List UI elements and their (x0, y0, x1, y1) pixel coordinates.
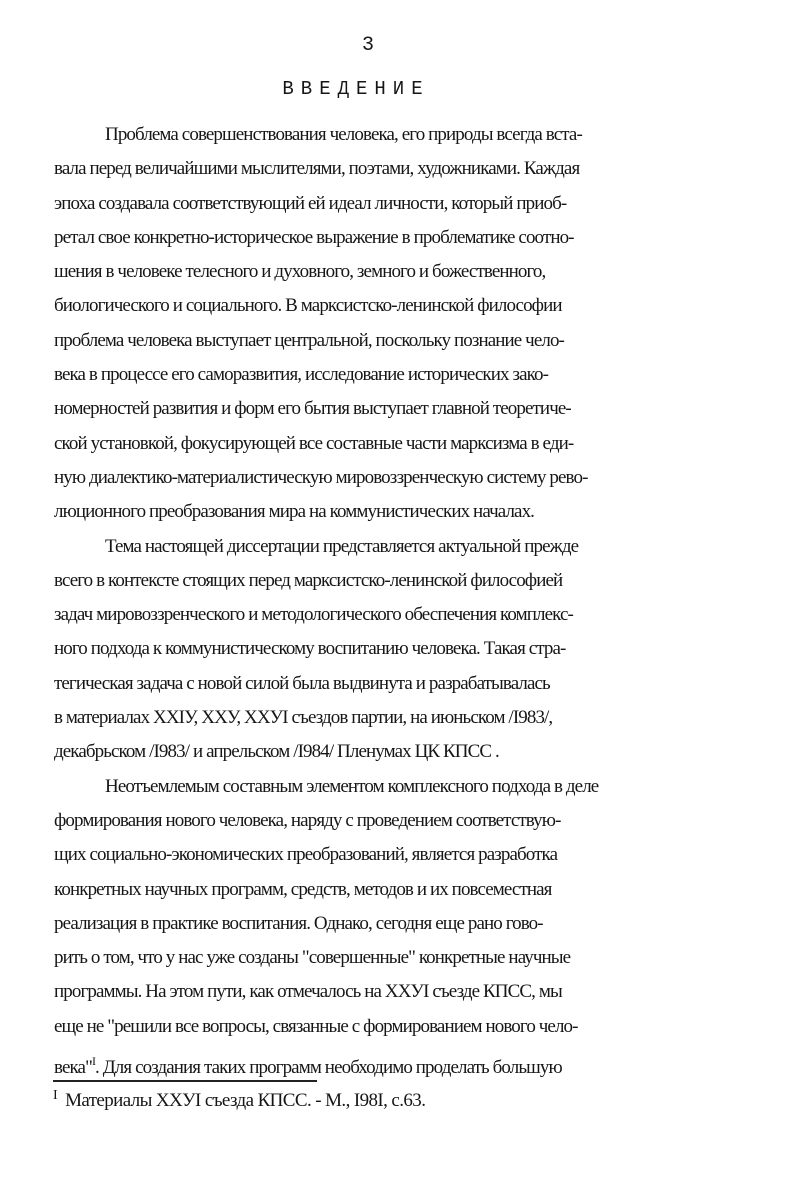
text-line: биологического и социального. В марксистско-ленинской философии (54, 295, 562, 317)
text-fragment: века" (54, 1057, 92, 1079)
body-text (54, 118, 754, 1078)
footnote-reference[interactable]: I (91, 1054, 96, 1069)
text-line: реализация в практике воспитания. Однако, сегодня еще рано гово- (54, 912, 543, 934)
text-fragment: . Для создания таких программ необходимо проделать большую (95, 1057, 562, 1079)
text-line: номерностей развития и форм его бытия выступает главной теоретиче- (54, 398, 571, 420)
text-line: люционного преобразования мира на коммунистических началах. (54, 501, 535, 523)
text-line: еще не "решили все вопросы, связанные с формированием нового чело- (54, 1015, 578, 1037)
text-line: шения в человеке телесного и духовного, земного и божественного, (54, 261, 546, 283)
text-line: задач мировоззренческого и методологического обеспечения комплекс- (54, 604, 573, 626)
text-line: всего в контексте стоящих перед марксистско-ленинской философией (54, 569, 563, 591)
text-line: ную диалектико-материалистическую мировоззренческую систему рево- (54, 466, 588, 488)
text-line: Проблема совершенствования человека, его природы всегда вста- (105, 124, 582, 145)
text-line-last (54, 1044, 754, 1078)
text-line: ской установкой, фокусирующей все составные части марксизма в еди- (54, 432, 574, 454)
text-line: щих социально-экономических преобразований, является разработка (54, 844, 558, 866)
text-line: тегическая задача с новой силой была выдвинута и разрабатывалась (54, 672, 550, 694)
text-line: вала перед величайшими мыслителями, поэтами, художниками. Каждая (54, 158, 580, 180)
text-line: Неотъемлемым составным элементом комплексного подхода в деле (105, 775, 599, 797)
footnote-mark: I (53, 1088, 58, 1103)
text-line: программы. На этом пути, как отмечалось на XXУI съезде КПСС, мы (54, 981, 562, 1003)
footnote (53, 1088, 425, 1112)
page-number: 3 (361, 34, 374, 57)
text-line: Тема настоящей диссертации представляется актуальной прежде (105, 535, 579, 557)
text-line: эпоха создавала соответствующий ей идеал личности, который приоб- (54, 192, 567, 214)
page-title: ВВЕДЕНИЕ (282, 78, 430, 100)
text-line: века в процессе его саморазвития, исследование исторических зако- (54, 364, 549, 386)
text-line: ретал свое конкретно-историческое выражение в проблематике соотно- (54, 226, 574, 248)
text-line: формирования нового человека, наряду с проведением соответствую- (54, 809, 561, 831)
footnote-text: Материалы XXУI съезда КПСС. - М., I98I, с.63. (65, 1090, 426, 1111)
text-line: конкретных научных программ, средств, методов и их повсеместная (54, 878, 552, 900)
text-line: ного подхода к коммунистическому воспитанию человека. Такая стра- (54, 638, 566, 660)
text-line: рить о том, что у нас уже созданы "совершенные" конкретные научные (54, 947, 571, 969)
text-line: в материалах XXIУ, XXУ, XXУI съездов партии, на июньском /I983/, (54, 707, 553, 729)
text-line: декабрьском /I983/ и апрельском /I984/ Пленумах ЦК КПСС . (54, 741, 499, 763)
text-line: проблема человека выступает центральной, поскольку познание чело- (54, 329, 564, 351)
footnote-separator (53, 1080, 317, 1082)
